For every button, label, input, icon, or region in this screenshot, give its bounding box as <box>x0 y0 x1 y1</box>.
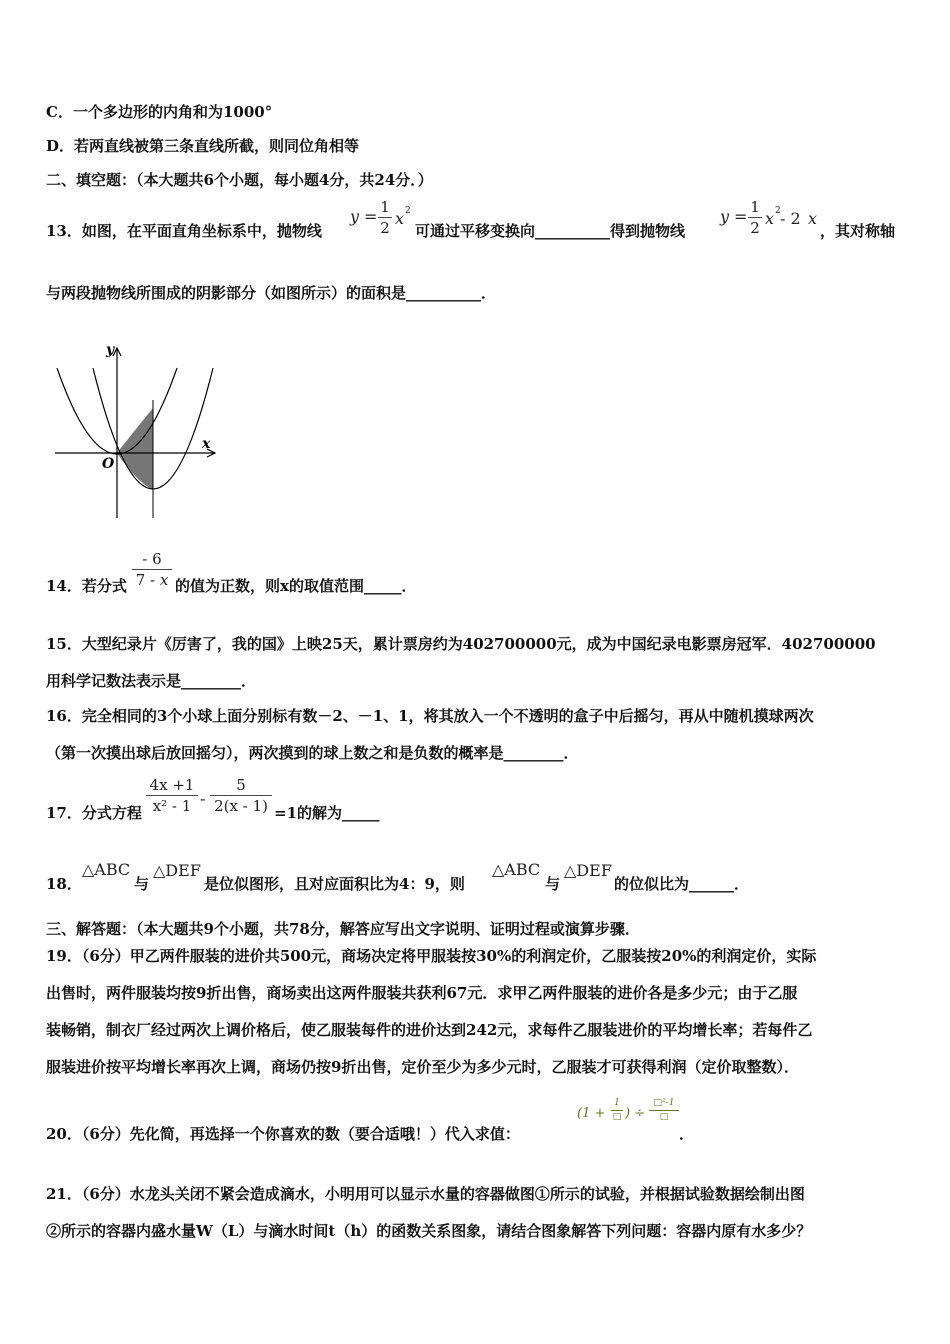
q19-line-4: 服装进价按平均增长率再次上调，商场仍按9折出售，定价至少为多少元时，乙服装才可获得利润（定价取整数）． <box>46 1058 799 1076</box>
q13-text-d: 与两段抛物线所围成的阴影部分（如图所示）的面积是__________． <box>46 284 497 302</box>
x-axis-label: x <box>202 436 211 452</box>
q16-text-b: （第一次摸出球后放回摇匀），两次摸到的球上数之和是负数的概率是________． <box>46 744 579 762</box>
q13-parabola-2: y = 1 2 x 2 - 2 x <box>720 198 818 237</box>
q14-text-a: 14．若分式 <box>46 577 127 595</box>
q15-text-a: 15．大型纪录片《厉害了，我的国》上映25天，累计票房约为402700000元，成为中国纪录电影票房冠军．402700000 <box>46 635 876 653</box>
q18-text-a: 18． <box>46 875 82 893</box>
q15-text-b: 用科学记数法表示是________． <box>46 672 257 690</box>
q13-text-a: 13．如图，在平面直角坐标系中，抛物线 <box>46 222 322 240</box>
q21-line-1: 21．（6分）水龙头关闭不紧会造成滴水，小明用可以显示水量的容器做图①所示的试验，并根据试验数据绘制出图 <box>46 1185 805 1203</box>
q19-line-2: 出售时，两件服装均按9折出售，商场卖出这两件服装共获利67元．求甲乙两件服装的进价各是多少元；由于乙服 <box>46 984 798 1002</box>
option-d: D．若两直线被第三条直线所截，则同位角相等 <box>46 137 360 155</box>
q13-text-c: ，其对称轴 <box>820 222 896 240</box>
q21-line-2: ②所示的容器内盛水量W（L）与滴水时间t（h）的函数关系图象，请结合图象解答下列问题：容器内原有水多少？ <box>46 1222 812 1240</box>
q18-text-d: 与 <box>545 875 561 893</box>
q13-parabola-1: y = 1 2 x 2 <box>350 198 411 237</box>
q20-text-a: 20．（6分）先化简，再选择一个你喜欢的数（要合适哦！）代入求值： <box>46 1125 520 1143</box>
q18-text-e: 的位似比为______． <box>614 875 750 893</box>
q20-text-b: ． <box>679 1125 695 1143</box>
q17-text-b: =1的解为_____ <box>274 804 380 822</box>
q20-expression: (1 + 1 □ ) ÷ □²-1 □ <box>577 1098 681 1134</box>
q19-line-3: 装畅销，制衣厂经过两次上调价格后，使乙服装每件的进价达到242元，求每件乙服装进价的平均增长率；若每件乙 <box>46 1021 813 1039</box>
q18-text-b: 与 <box>134 875 150 893</box>
q17-minus: - <box>200 789 206 808</box>
q17-text-a: 17．分式方程 <box>46 804 142 822</box>
q13-parabola-figure <box>50 340 230 530</box>
q17-fraction-2: 5 2(x - 1) <box>210 776 272 815</box>
q18-def-1: △DEF <box>153 861 201 880</box>
q18-text-c: 是位似图形，且对应面积比为4：9，则 <box>204 875 465 893</box>
section-2-heading: 二、填空题：（本大题共6个小题，每小题4分，共24分．） <box>46 171 433 189</box>
q17-fraction-1: 4x +1 x² - 1 <box>146 776 198 815</box>
option-c: C．一个多边形的内角和为1000° <box>46 103 273 121</box>
section-3-heading: 三、解答题：（本大题共9个小题，共78分，解答应写出文字说明、证明过程或演算步骤． <box>46 920 640 938</box>
q18-abc-2: △ABC <box>492 860 541 879</box>
y-axis-label: y <box>106 342 115 358</box>
q14-fraction: - 6 7 - x <box>132 550 172 589</box>
q18-abc-1: △ABC <box>82 860 131 879</box>
q13-text-b: 可通过平移变换向__________得到抛物线 <box>415 222 686 240</box>
q16-text-a: 16．完全相同的3个小球上面分别标有数－2、－1、1，将其放入一个不透明的盒子中后摇匀，再从中随机摸球两次 <box>46 707 814 725</box>
q18-def-2: △DEF <box>564 861 612 880</box>
q19-line-1: 19．（6分）甲乙两件服装的进价共500元，商场决定将甲服装按30%的利润定价，乙服装按20%的利润定价，实际 <box>46 947 817 965</box>
q14-text-b: 的值为正数，则x的取值范围_____． <box>175 577 417 595</box>
origin-label: O <box>102 456 115 472</box>
